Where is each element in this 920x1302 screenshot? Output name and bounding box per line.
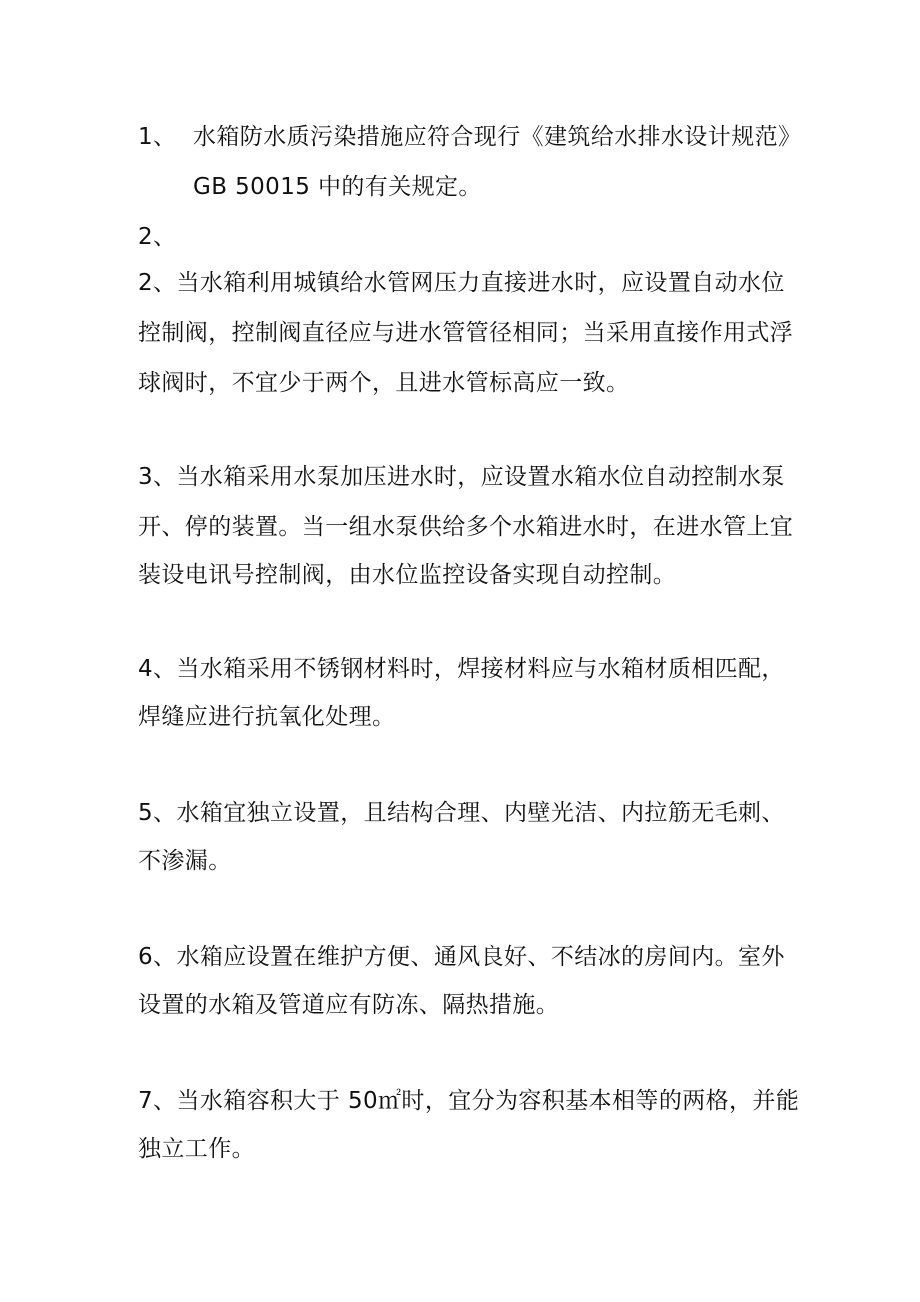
clause-1-line-2	[193, 172, 482, 202]
clause-text: 控制阀，控制阀直径应与进水管管径相同；当采用直接作用式浮	[138, 320, 794, 346]
clause-number: 4、	[138, 656, 177, 682]
clause-3-line-2	[138, 512, 793, 542]
clause-2-empty	[138, 222, 176, 252]
clause-text: 当水箱容积大于 50㎡时，宜分为容积基本相等的两格，并能	[176, 1088, 800, 1114]
clause-text: 水箱应设置在维护方便、通风良好、不结冰的房间内。室外	[176, 944, 785, 970]
clause-number: 7、	[138, 1088, 177, 1114]
clause-text: 当水箱采用不锈钢材料时，焊接材料应与水箱材质相匹配，	[176, 656, 785, 682]
clause-text: 焊缝应进行抗氧化处理。	[138, 704, 396, 730]
clause-number: 1、	[138, 124, 177, 150]
clause-5-line-2	[138, 846, 232, 876]
clause-1-line-1	[138, 122, 801, 152]
clause-text: 设置的水箱及管道应有防冻、隔热措施。	[138, 992, 560, 1018]
clause-number: 6、	[138, 944, 177, 970]
clause-6-line-1	[138, 942, 785, 972]
clause-5-line-1	[138, 798, 785, 828]
clause-text: 开、停的装置。当一组水泵供给多个水箱进水时，在进水管上宜	[138, 514, 794, 540]
clause-4-line-1	[138, 654, 785, 684]
clause-text: 水箱防水质污染措施应符合现行《建筑给水排水设计规范》	[193, 124, 802, 150]
clause-2-line-1	[138, 268, 785, 298]
clause-text: 水箱宜独立设置，且结构合理、内壁光洁、内拉筋无毛刺、	[176, 800, 785, 826]
clause-text: 不渗漏。	[138, 848, 232, 874]
clause-number: 2、	[138, 224, 177, 250]
clause-4-line-2	[138, 702, 395, 732]
clause-3-line-3	[138, 560, 676, 590]
clause-7-line-2	[138, 1134, 255, 1164]
clause-2-line-2	[138, 318, 793, 348]
clause-text: 当水箱利用城镇给水管网压力直接进水时，应设置自动水位	[176, 270, 785, 296]
clause-3-line-1	[138, 462, 785, 492]
clause-text: GB 50015 中的有关规定。	[193, 174, 482, 200]
clause-text: 球阀时，不宜少于两个，且进水管标高应一致。	[138, 370, 630, 396]
clause-text: 独立工作。	[138, 1136, 255, 1162]
clause-text: 装设电讯号控制阀，由水位监控设备实现自动控制。	[138, 562, 677, 588]
clause-number: 2、	[138, 270, 177, 296]
clause-2-line-3	[138, 368, 629, 398]
clause-6-line-2	[138, 990, 559, 1020]
clause-number: 3、	[138, 464, 177, 490]
clause-7-line-1	[138, 1086, 799, 1116]
clause-number: 5、	[138, 800, 177, 826]
clause-text: 当水箱采用水泵加压进水时，应设置水箱水位自动控制水泵	[176, 464, 785, 490]
